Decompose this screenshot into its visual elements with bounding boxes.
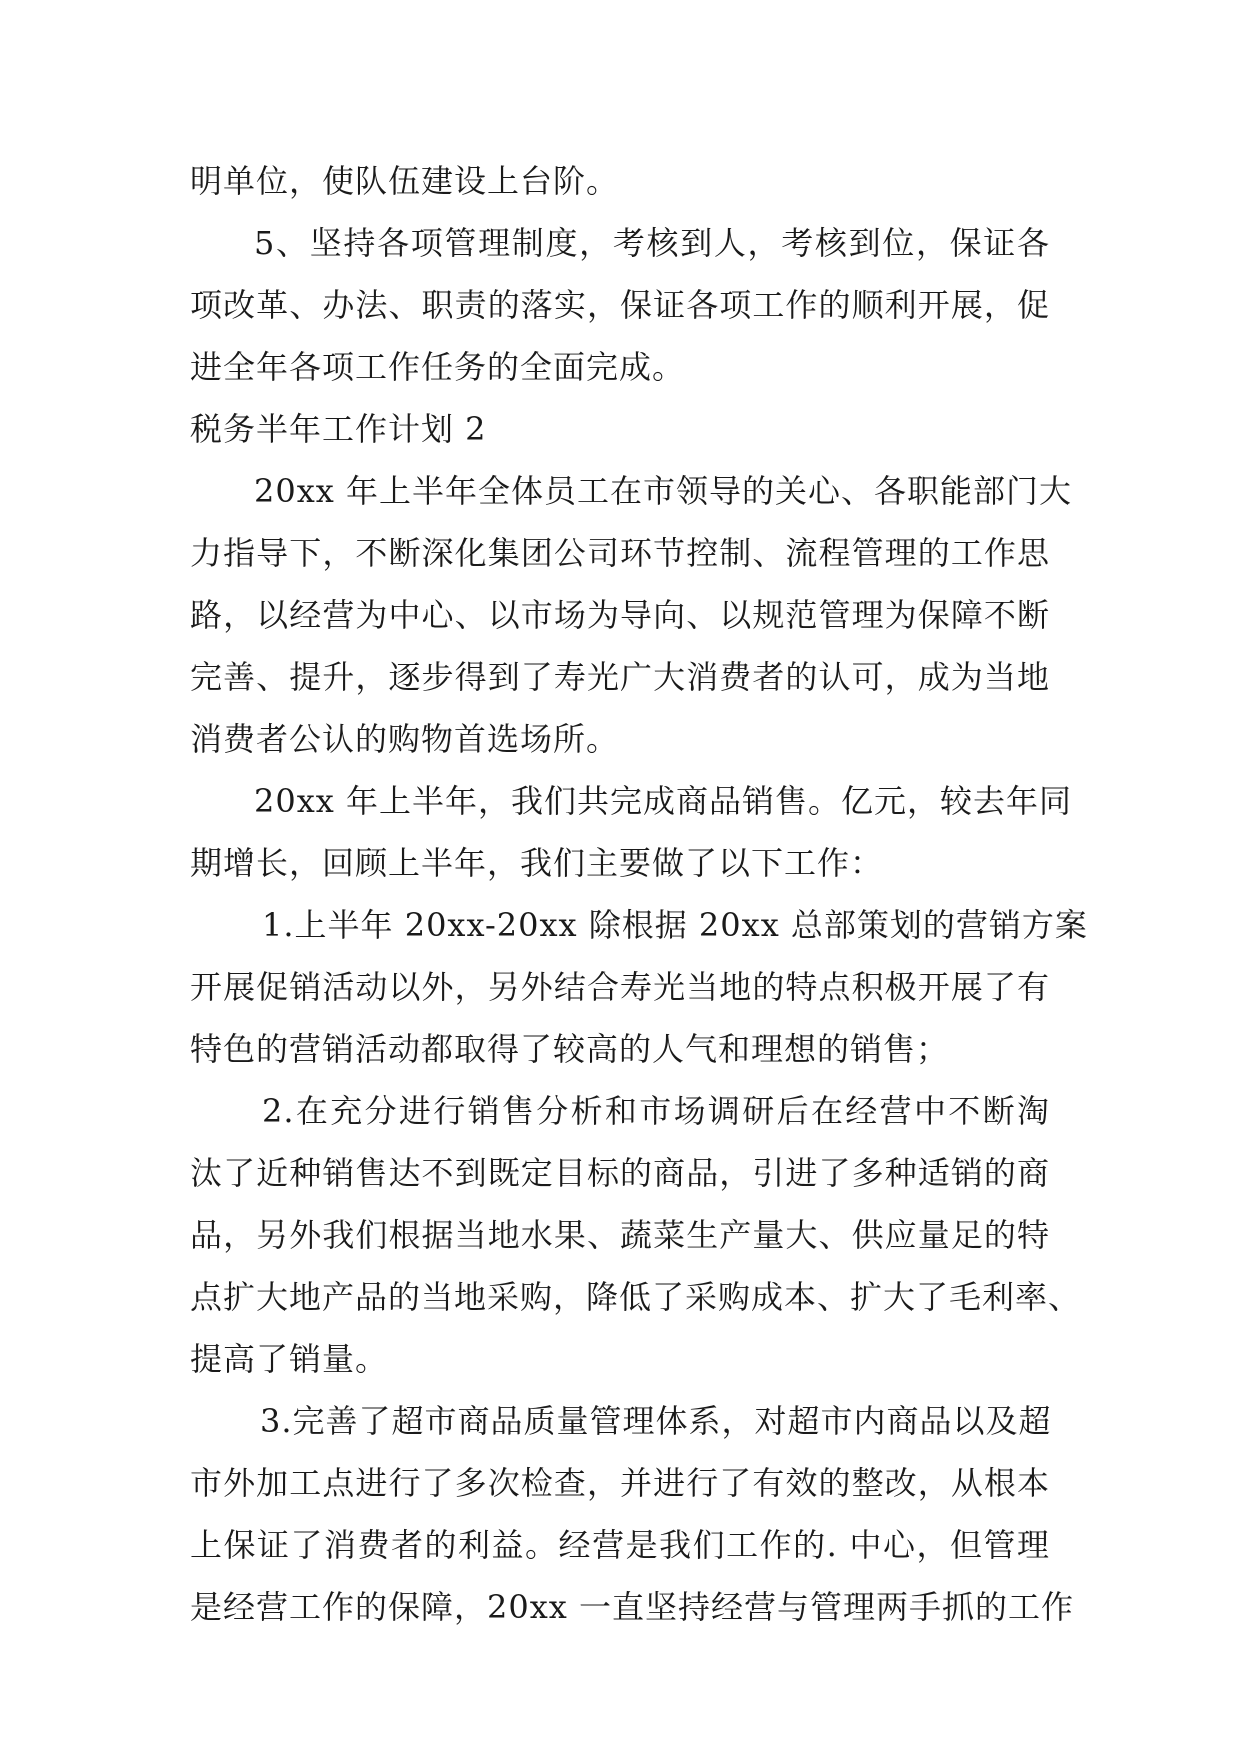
text-line: 开展促销活动以外，另外结合寿光当地的特点积极开展了有 <box>190 968 1050 1006</box>
text-line: 明单位，使队伍建设上台阶。 <box>190 162 620 200</box>
paragraph-item-3 <box>190 1390 1074 1638</box>
text-line: 5、坚持各项管理制度，考核到人，考核到位，保证各 <box>254 224 1050 262</box>
paragraph-item-1 <box>190 894 1088 1080</box>
document-body <box>190 150 1088 1638</box>
paragraph-intro <box>190 460 1072 770</box>
text-line: 市外加工点进行了多次检查，并进行了有效的整改，从根本 <box>190 1464 1050 1502</box>
text-line: 完善、提升，逐步得到了寿光广大消费者的认可，成为当地 <box>190 658 1050 696</box>
text-line: 上保证了消费者的利益。经营是我们工作的. 中心，但管理 <box>190 1526 1050 1564</box>
text-line: 20xx 年上半年，我们共完成商品销售。亿元，较去年同 <box>254 782 1072 820</box>
text-line: 期增长，回顾上半年，我们主要做了以下工作： <box>190 844 884 882</box>
text-line: 1.上半年 20xx-20xx 除根据 20xx 总部策划的营销方案 <box>262 906 1088 944</box>
text-line: 路，以经营为中心、以市场为导向、以规范管理为保障不断 <box>190 596 1050 634</box>
text-line: 20xx 年上半年全体员工在市领导的关心、各职能部门大 <box>254 472 1072 510</box>
text-line: 汰了近种销售达不到既定目标的商品，引进了多种适销的商 <box>190 1154 1050 1192</box>
text-line: 进全年各项工作任务的全面完成。 <box>190 348 686 386</box>
paragraph-summary <box>190 770 1072 894</box>
paragraph-item-5 <box>190 212 1050 398</box>
text-line: 特色的营销活动都取得了较高的人气和理想的销售； <box>190 1030 950 1068</box>
paragraph-continuation <box>190 150 1050 212</box>
heading-text: 税务半年工作计划 2 <box>190 410 487 448</box>
paragraph-item-2 <box>190 1080 1082 1390</box>
text-line: 点扩大地产品的当地采购，降低了采购成本、扩大了毛利率、 <box>190 1278 1082 1316</box>
text-line: 品，另外我们根据当地水果、蔬菜生产量大、供应量足的特 <box>190 1216 1050 1254</box>
text-line: 2.在充分进行销售分析和市场调研后在经营中不断淘 <box>262 1092 1050 1130</box>
text-line: 力指导下，不断深化集团公司环节控制、流程管理的工作思 <box>190 534 1050 572</box>
text-line: 3.完善了超市商品质量管理体系，对超市内商品以及超 <box>260 1402 1052 1440</box>
section-heading <box>190 398 1050 460</box>
text-line: 是经营工作的保障，20xx 一直坚持经营与管理两手抓的工作 <box>190 1588 1074 1626</box>
text-line: 消费者公认的购物首选场所。 <box>190 720 620 758</box>
text-line: 提高了销量。 <box>190 1340 389 1378</box>
text-line: 项改革、办法、职责的落实，保证各项工作的顺利开展，促 <box>190 286 1050 324</box>
